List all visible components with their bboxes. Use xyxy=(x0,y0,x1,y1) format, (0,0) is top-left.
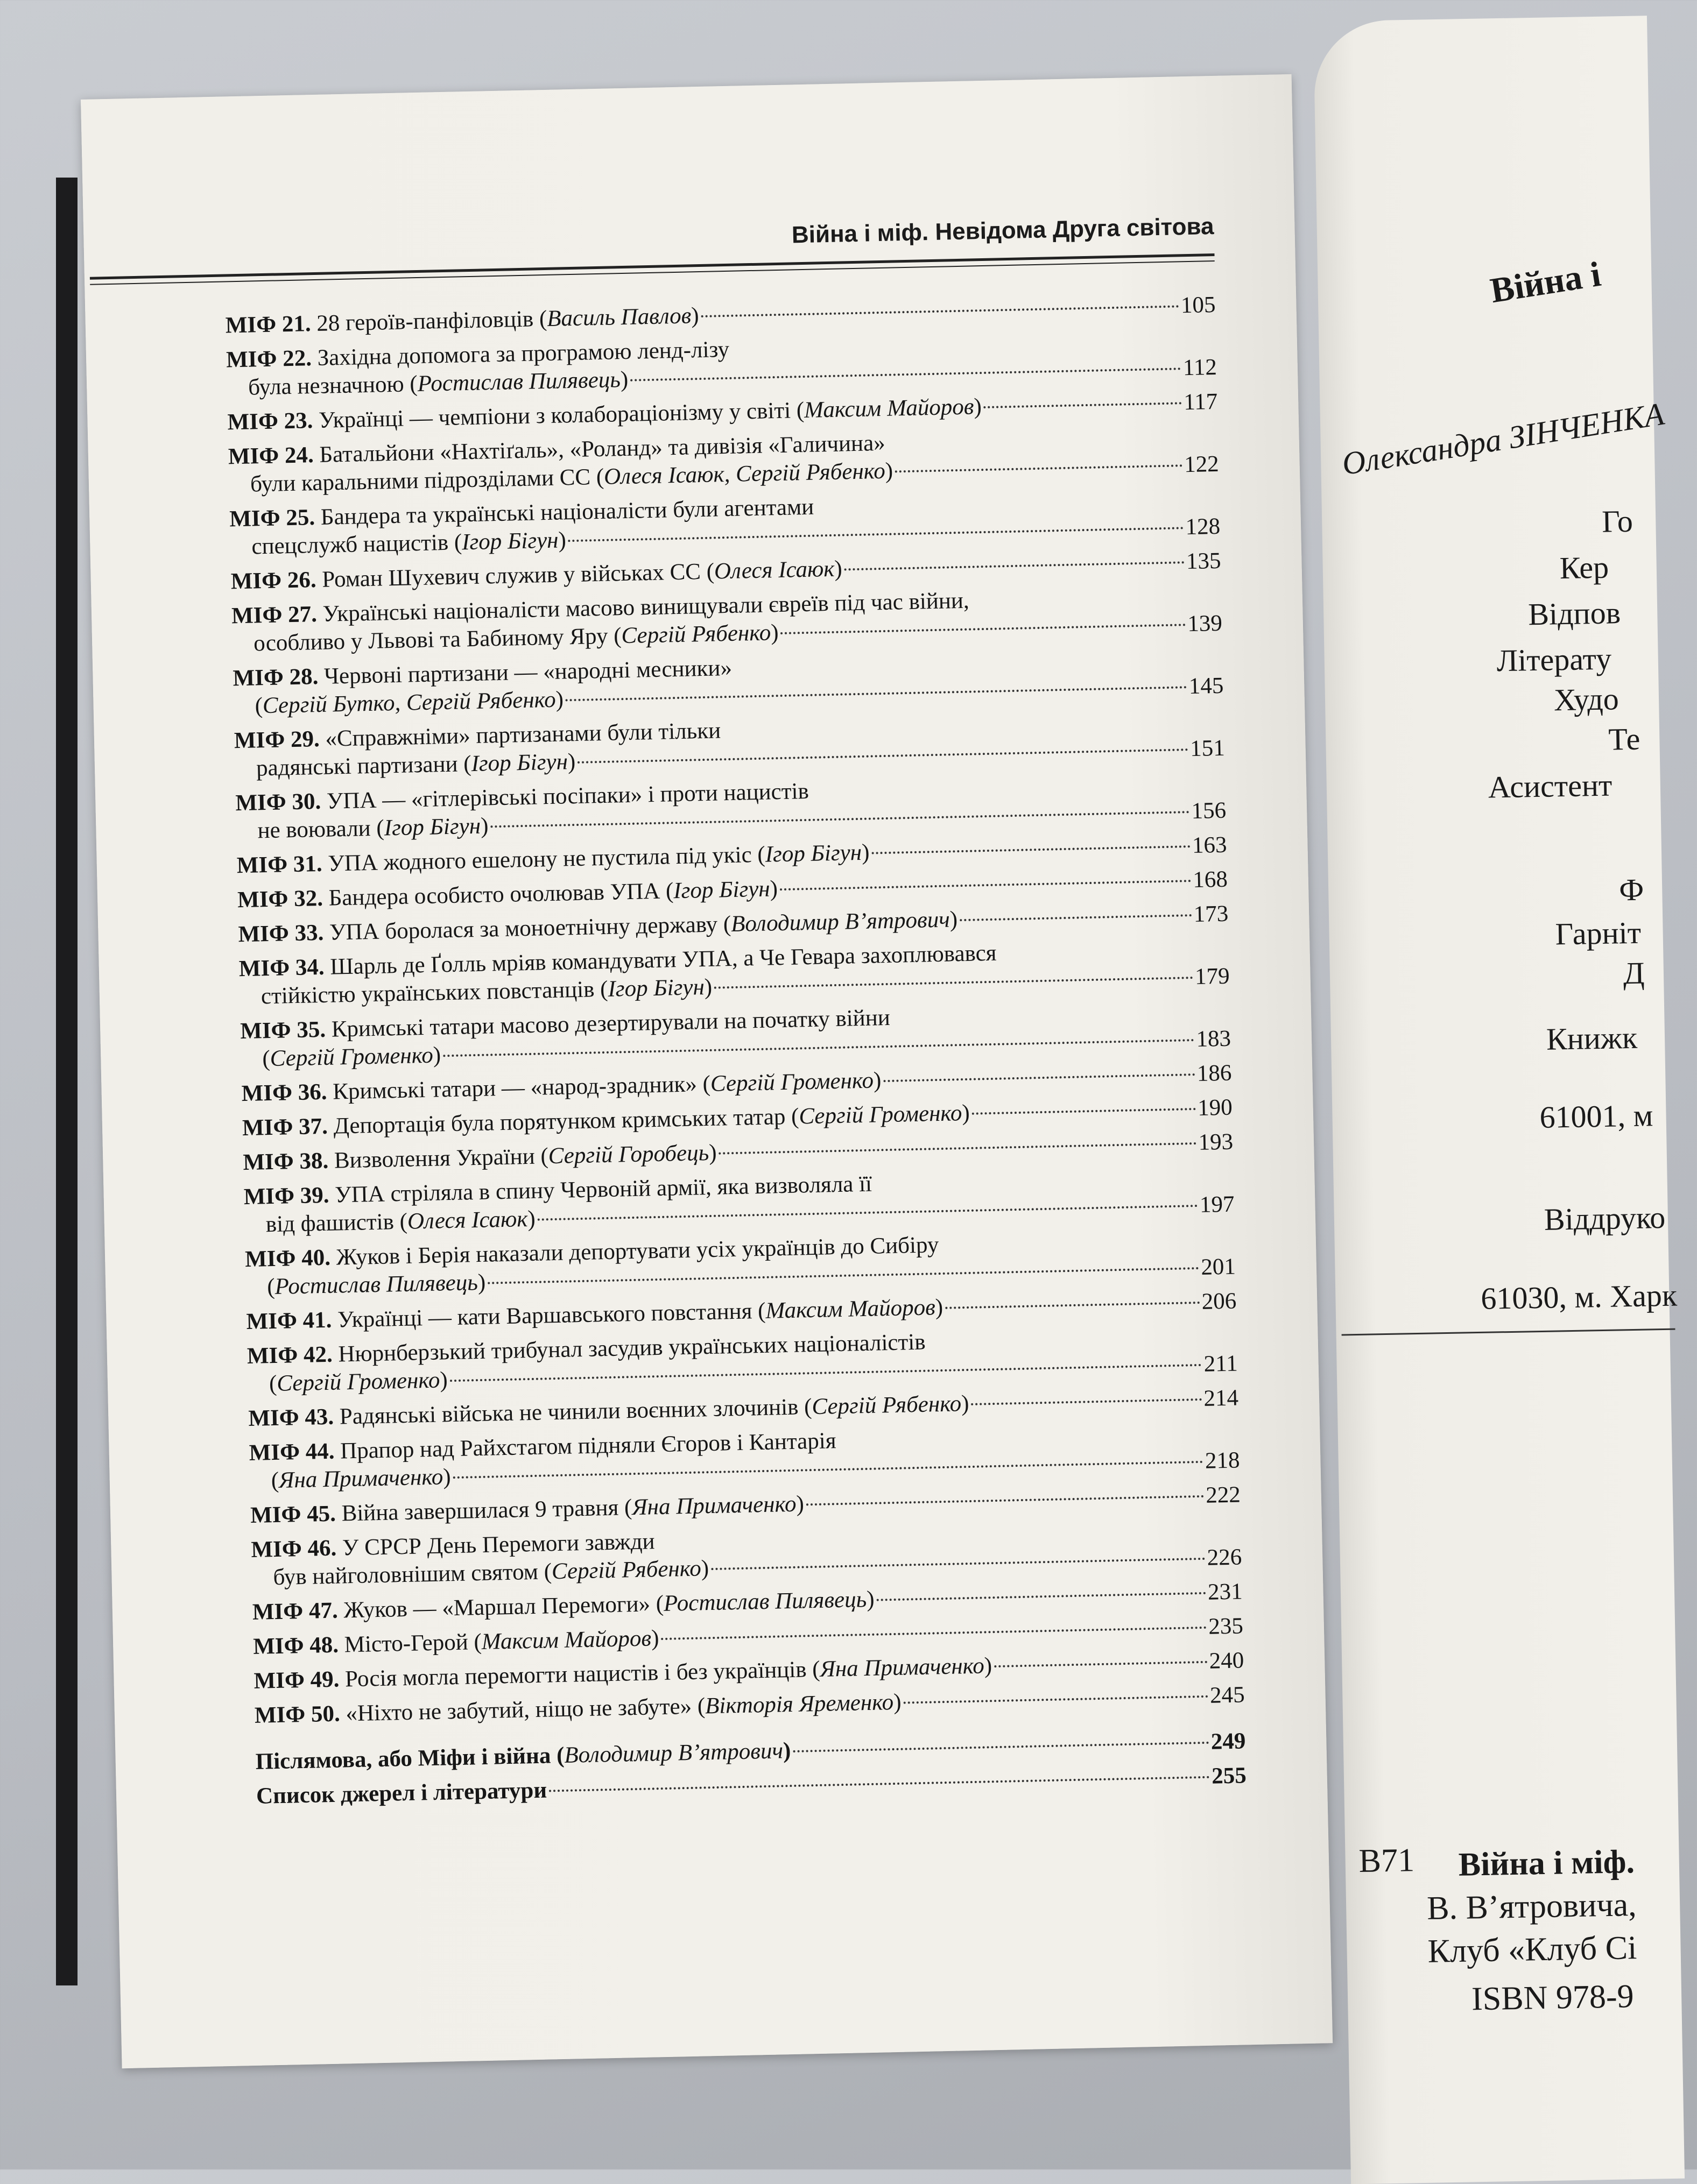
dot-leader xyxy=(780,880,1191,890)
imprint-line: 61030, м. Харк xyxy=(1480,1277,1678,1316)
entry-author: Володимир В’ятрович xyxy=(730,907,950,937)
left-page xyxy=(81,74,1333,2068)
dot-leader xyxy=(714,977,1193,989)
dot-leader xyxy=(719,1142,1196,1155)
entry-title: були каральними підрозділами СС ( xyxy=(250,464,604,497)
role-line: Кер xyxy=(1559,549,1609,586)
dot-leader xyxy=(568,527,1184,542)
entry-title: Війна завершилася 9 травня ( xyxy=(341,1495,632,1526)
entry-title: Визволення України ( xyxy=(334,1143,549,1174)
myth-number: МІФ 40. xyxy=(244,1245,331,1273)
entry-title: Бандера особисто очолював УПА ( xyxy=(328,878,674,911)
page-number: 179 xyxy=(1194,963,1230,989)
entry-paren: ) xyxy=(866,1586,875,1613)
page-number: 173 xyxy=(1193,901,1229,928)
entry-author: Ростислав Пилявець xyxy=(417,367,621,397)
entry-title: Західна допомога за програмою ленд-лізу xyxy=(317,336,730,371)
myth-number: МІФ 44. xyxy=(249,1438,335,1466)
entry-author: Сергій Рябенко xyxy=(551,1556,702,1585)
entry-title: Українські націоналісти масово винищували євреїв під час війни, xyxy=(322,588,970,627)
dot-leader xyxy=(960,914,1192,921)
entry-author: Сергій Рябенко xyxy=(811,1391,962,1420)
page-number: 231 xyxy=(1207,1579,1243,1605)
entry-author: Ростислав Пилявець xyxy=(663,1587,867,1616)
entry-author: Олеся Ісаюк xyxy=(407,1206,528,1234)
header-rule-thin xyxy=(90,260,1215,285)
imprint-line: Книжк xyxy=(1546,1020,1638,1057)
dot-leader xyxy=(711,1558,1205,1570)
imprint-line: Гарніт xyxy=(1555,915,1642,952)
page-number: 122 xyxy=(1184,451,1220,478)
right-authors-fragment: Олександра ЗІНЧЕНКА xyxy=(1339,395,1667,482)
entry-title: стійкістю українських повстанців ( xyxy=(260,976,608,1009)
entry-title: Росія могла перемогти нацистів і без українців ( xyxy=(344,1656,821,1692)
entry-title: УПА стріляла в спину Червоній армії, яка визволяла її xyxy=(334,1171,872,1208)
entry-paren: ) xyxy=(795,1491,805,1517)
biblio-line: Війна і міф. xyxy=(1458,1843,1635,1883)
dot-leader xyxy=(566,686,1187,701)
entry-title: Радянські війська не чинили воєнних злочинів ( xyxy=(339,1394,812,1430)
entry-title: Червоні партизани — «народні месники» xyxy=(323,655,733,689)
dot-leader xyxy=(994,1661,1207,1667)
page-number: 206 xyxy=(1201,1288,1237,1314)
entry-paren: ) xyxy=(527,1206,536,1232)
imprint-line: Д xyxy=(1623,955,1645,991)
entry-paren: ) xyxy=(885,458,893,484)
dot-leader xyxy=(538,1205,1198,1221)
page-number: 218 xyxy=(1205,1447,1240,1474)
dot-leader xyxy=(488,1267,1199,1284)
myth-number: МІФ 27. xyxy=(231,602,318,629)
page-number: 145 xyxy=(1188,673,1224,699)
entry-title: УПА — «гітлерівські посіпаки» і проти нацистів xyxy=(326,778,809,814)
entry-title: ( xyxy=(271,1467,279,1494)
catalog-code: В71 xyxy=(1358,1842,1415,1880)
dot-leader xyxy=(701,305,1179,317)
entry-author: Василь Павлов xyxy=(546,303,692,331)
entry-paren: ) xyxy=(442,1464,452,1490)
myth-number: МІФ 26. xyxy=(230,567,317,595)
dot-leader xyxy=(971,1398,1201,1405)
entry-paren: ) xyxy=(770,620,779,646)
dot-leader xyxy=(578,748,1188,764)
dot-leader xyxy=(844,561,1184,570)
myth-number: МІФ 39. xyxy=(243,1182,330,1210)
entry-paren: ) xyxy=(558,527,567,553)
myth-number: МІФ 29. xyxy=(234,726,320,754)
myth-number: МІФ 21. xyxy=(225,311,312,338)
entry-author: Яна Примаченко xyxy=(631,1491,797,1521)
entry-paren: ) xyxy=(834,556,843,582)
page-number: 156 xyxy=(1191,797,1227,824)
page-number: 183 xyxy=(1196,1026,1231,1052)
dot-leader xyxy=(876,1592,1206,1601)
myth-number: МІФ 41. xyxy=(246,1307,332,1335)
entry-title: 28 героїв-панфіловців ( xyxy=(316,306,547,336)
entry-author: Сергій Горобець xyxy=(548,1140,709,1169)
page-number: 197 xyxy=(1199,1191,1235,1218)
myth-number: МІФ 36. xyxy=(241,1079,327,1107)
entry-paren: ) xyxy=(973,394,982,420)
entry-title: Місто-Герой ( xyxy=(344,1629,482,1658)
entry-title: Шарль де Ґолль мріяв командувати УПА, а Че Гевара захоплювався xyxy=(329,940,997,980)
entry-title: Роман Шухевич служив у військах СС ( xyxy=(321,559,715,592)
entry-title: від фашистів ( xyxy=(265,1208,408,1238)
dot-leader xyxy=(806,1495,1204,1506)
entry-author: Ігор Бігун xyxy=(461,527,559,555)
page-number: 245 xyxy=(1209,1682,1245,1708)
dot-leader xyxy=(490,811,1189,828)
role-line: Літерату xyxy=(1496,641,1612,678)
entry-author: Яна Примаченко xyxy=(278,1464,443,1493)
entry-title: ( xyxy=(266,1274,276,1300)
myth-number: МІФ 43. xyxy=(248,1404,334,1432)
page-number: 186 xyxy=(1196,1060,1232,1086)
myth-number: МІФ 30. xyxy=(235,788,321,816)
entry-paren: ) xyxy=(961,1100,970,1126)
dot-leader xyxy=(895,464,1182,472)
entry-author: Сергій Громенко xyxy=(798,1100,962,1129)
page-number: 190 xyxy=(1197,1094,1233,1121)
page-number: 112 xyxy=(1182,354,1217,381)
role-line: Худо xyxy=(1553,681,1619,718)
entry-paren: ) xyxy=(433,1042,441,1068)
biblio-line: ISBN 978-9 xyxy=(1471,1978,1635,2018)
entry-title: ( xyxy=(269,1370,277,1397)
myth-number: МІФ 46. xyxy=(251,1535,337,1563)
entry-author: Ростислав Пилявець xyxy=(274,1270,478,1299)
myth-number: МІФ 31. xyxy=(236,851,323,879)
entry-title: Кримські татари масово дезертирували на початку війни xyxy=(331,1005,891,1042)
entry-paren: ) xyxy=(893,1689,902,1715)
dot-leader xyxy=(972,1108,1196,1115)
myth-number: МІФ 42. xyxy=(247,1341,333,1369)
entry-title: «Ніхто не забутий, ніщо не забуте» ( xyxy=(345,1693,706,1727)
myth-number: МІФ 22. xyxy=(226,345,312,373)
entry-title: Прапор над Райхстагом підняли Єгоров і Кантарія xyxy=(340,1428,836,1464)
biblio-line: В. В’ятровича, xyxy=(1426,1886,1637,1927)
entry-author: Сергій Громенко xyxy=(270,1042,434,1072)
myth-number: МІФ 28. xyxy=(233,663,319,691)
page-number: 139 xyxy=(1187,610,1223,637)
role-line: Те xyxy=(1608,721,1640,757)
entry-author: Ігор Бігун xyxy=(607,974,705,1002)
dot-leader xyxy=(443,1039,1194,1057)
page-number: 135 xyxy=(1186,548,1221,575)
entry-title: Післямова, або Міфи і війна ( xyxy=(255,1742,565,1775)
dot-leader xyxy=(630,367,1181,381)
entry-paren: ) xyxy=(770,876,778,902)
entry-paren: ) xyxy=(704,974,713,1000)
entry-title: радянські партизани ( xyxy=(256,751,472,781)
page-number: 240 xyxy=(1209,1648,1244,1674)
dot-leader xyxy=(453,1461,1203,1479)
entry-author: Ігор Бігун xyxy=(471,749,568,777)
page-number: 163 xyxy=(1192,832,1227,859)
dot-leader xyxy=(984,402,1182,408)
page-number: 193 xyxy=(1198,1129,1234,1155)
entry-title: спецслужб нацистів ( xyxy=(251,529,462,560)
entry-author: Яна Примаченко xyxy=(820,1653,985,1682)
entry-paren: ) xyxy=(439,1367,448,1393)
myth-number: МІФ 34. xyxy=(238,954,325,982)
entry-title: Жуков — «Маршал Перемоги» ( xyxy=(343,1591,664,1623)
dot-leader xyxy=(903,1695,1208,1704)
entry-title: УПА боролася за моноетнічну державу ( xyxy=(329,911,731,945)
entry-paren: ) xyxy=(949,907,958,932)
entry-author: Ігор Бігун xyxy=(673,876,771,904)
myth-number: МІФ 24. xyxy=(228,442,314,470)
entry-paren: ) xyxy=(783,1738,791,1764)
entry-paren: ) xyxy=(620,366,629,393)
entry-author: Вікторія Яременко xyxy=(705,1690,894,1719)
entry-paren: ) xyxy=(477,1269,486,1296)
myth-number: МІФ 38. xyxy=(242,1148,329,1176)
entry-author: Ігор Бігун xyxy=(384,813,481,841)
page-number: 151 xyxy=(1189,735,1226,762)
header-rule xyxy=(90,253,1215,280)
entry-author: Максим Майоров xyxy=(804,394,974,423)
entry-title: була незначною ( xyxy=(248,371,418,400)
page-number: 168 xyxy=(1192,866,1228,893)
myth-number: МІФ 50. xyxy=(254,1701,341,1728)
dot-leader xyxy=(945,1302,1200,1309)
entry-title: ( xyxy=(255,693,263,719)
page-number: 255 xyxy=(1211,1763,1247,1789)
running-head: Війна і міф. Невідома Друга світова xyxy=(791,213,1214,249)
dot-leader xyxy=(883,1073,1195,1082)
page-number: 201 xyxy=(1200,1254,1236,1280)
myth-number: МІФ 25. xyxy=(229,505,315,532)
right-page-rule xyxy=(1342,1328,1675,1336)
myth-number: МІФ 47. xyxy=(252,1598,339,1625)
dot-leader xyxy=(549,1776,1209,1792)
page-number: 128 xyxy=(1185,513,1221,540)
page-number: 117 xyxy=(1183,388,1218,415)
page-number: 214 xyxy=(1203,1385,1239,1411)
entry-title: не воювали ( xyxy=(257,815,385,844)
entry-title: Бандера та українські націоналісти були агентами xyxy=(320,494,814,530)
dot-leader xyxy=(780,624,1185,634)
dot-leader xyxy=(450,1364,1202,1382)
entry-paren: ) xyxy=(861,839,870,865)
role-line: Відпов xyxy=(1527,595,1621,632)
entry-title: ( xyxy=(262,1046,271,1072)
entry-paren: ) xyxy=(651,1625,659,1651)
imprint-line: Ф xyxy=(1618,872,1644,908)
page-number: 235 xyxy=(1208,1613,1244,1639)
entry-title: був найголовнішим святом ( xyxy=(273,1559,552,1591)
myth-number: МІФ 33. xyxy=(238,920,324,948)
page-number: 222 xyxy=(1205,1482,1241,1508)
entry-title: УПА жодного ешелону не пустила під укіс ( xyxy=(327,842,766,877)
page-number: 249 xyxy=(1210,1728,1246,1755)
entry-title: Список джерел і літератури xyxy=(256,1777,547,1809)
right-page xyxy=(1313,16,1685,2184)
entry-title: Депортація була порятунком кримських татар ( xyxy=(333,1104,799,1139)
entry-author: Сергій Бутко, Сергій Рябенко xyxy=(262,687,557,719)
page-number: 105 xyxy=(1180,292,1216,319)
entry-author: Сергій Рябенко xyxy=(621,620,771,649)
myth-number: МІФ 35. xyxy=(240,1016,326,1044)
myth-number: МІФ 48. xyxy=(252,1632,339,1659)
entry-paren: ) xyxy=(480,813,489,839)
entry-paren: ) xyxy=(555,687,564,712)
imprint-line: 61001, м xyxy=(1539,1098,1653,1135)
entry-title: Батальйони «Нахтіґаль», «Роланд» та дивізія «Галичина» xyxy=(319,430,886,468)
entry-author: Максим Майоров xyxy=(481,1625,652,1655)
dot-leader xyxy=(871,845,1190,854)
entry-title: Нюрнберзький трибунал засудив українських націоналістів xyxy=(337,1329,926,1367)
entry-paren: ) xyxy=(935,1294,943,1320)
entry-title: Кримські татари — «народ-зрадник» ( xyxy=(332,1071,711,1105)
table-of-contents xyxy=(225,291,1247,1817)
right-title-fragment: Війна і xyxy=(1488,254,1604,311)
role-line: Го xyxy=(1601,503,1633,539)
entry-paren: ) xyxy=(701,1556,709,1581)
entry-title: Українці — кати Варшавського повстання ( xyxy=(337,1298,766,1333)
entry-author: Максим Майоров xyxy=(765,1295,936,1324)
entry-title: У СРСР День Перемоги завжди xyxy=(342,1529,655,1561)
myth-number: МІФ 32. xyxy=(237,885,323,913)
imprint-line: Віддруко xyxy=(1544,1199,1666,1237)
entry-paren: ) xyxy=(567,749,576,775)
role-line: Асистент xyxy=(1488,767,1612,805)
myth-number: МІФ 23. xyxy=(227,408,313,435)
entry-author: Ігор Бігун xyxy=(765,839,862,867)
biblio-line: Клуб «Клуб Сі xyxy=(1427,1929,1637,1970)
entry-author: Володимир В’ятрович xyxy=(564,1738,784,1768)
entry-title: Жуков і Берія наказали депортувати усіх українців до Сибіру xyxy=(336,1232,939,1270)
page-number: 211 xyxy=(1203,1351,1238,1377)
entry-paren: ) xyxy=(708,1140,717,1165)
entry-title: особливо у Львові та Бабиному Яру ( xyxy=(253,623,622,656)
entry-title: Українці — чемпіони з колабораціонізму у світі ( xyxy=(318,397,805,433)
myth-number: МІФ 49. xyxy=(254,1666,340,1694)
book-spine xyxy=(56,178,78,1985)
entry-author: Сергій Громенко xyxy=(276,1367,440,1396)
myth-number: МІФ 45. xyxy=(250,1501,336,1528)
dot-leader xyxy=(661,1627,1206,1640)
entry-title: «Справжніми» партизанами були тільки xyxy=(325,718,721,752)
entry-paren: ) xyxy=(873,1068,882,1093)
entry-author: Олеся Ісаюк, Сергій Рябенко xyxy=(603,458,886,490)
entry-author: Олеся Ісаюк xyxy=(714,556,835,584)
entry-paren: ) xyxy=(961,1390,969,1417)
entry-author: Сергій Громенко xyxy=(710,1068,874,1097)
page-number: 226 xyxy=(1207,1544,1242,1571)
entry-paren: ) xyxy=(691,303,700,329)
entry-paren: ) xyxy=(984,1653,992,1679)
myth-number: МІФ 37. xyxy=(242,1113,328,1141)
dot-leader xyxy=(793,1742,1209,1752)
